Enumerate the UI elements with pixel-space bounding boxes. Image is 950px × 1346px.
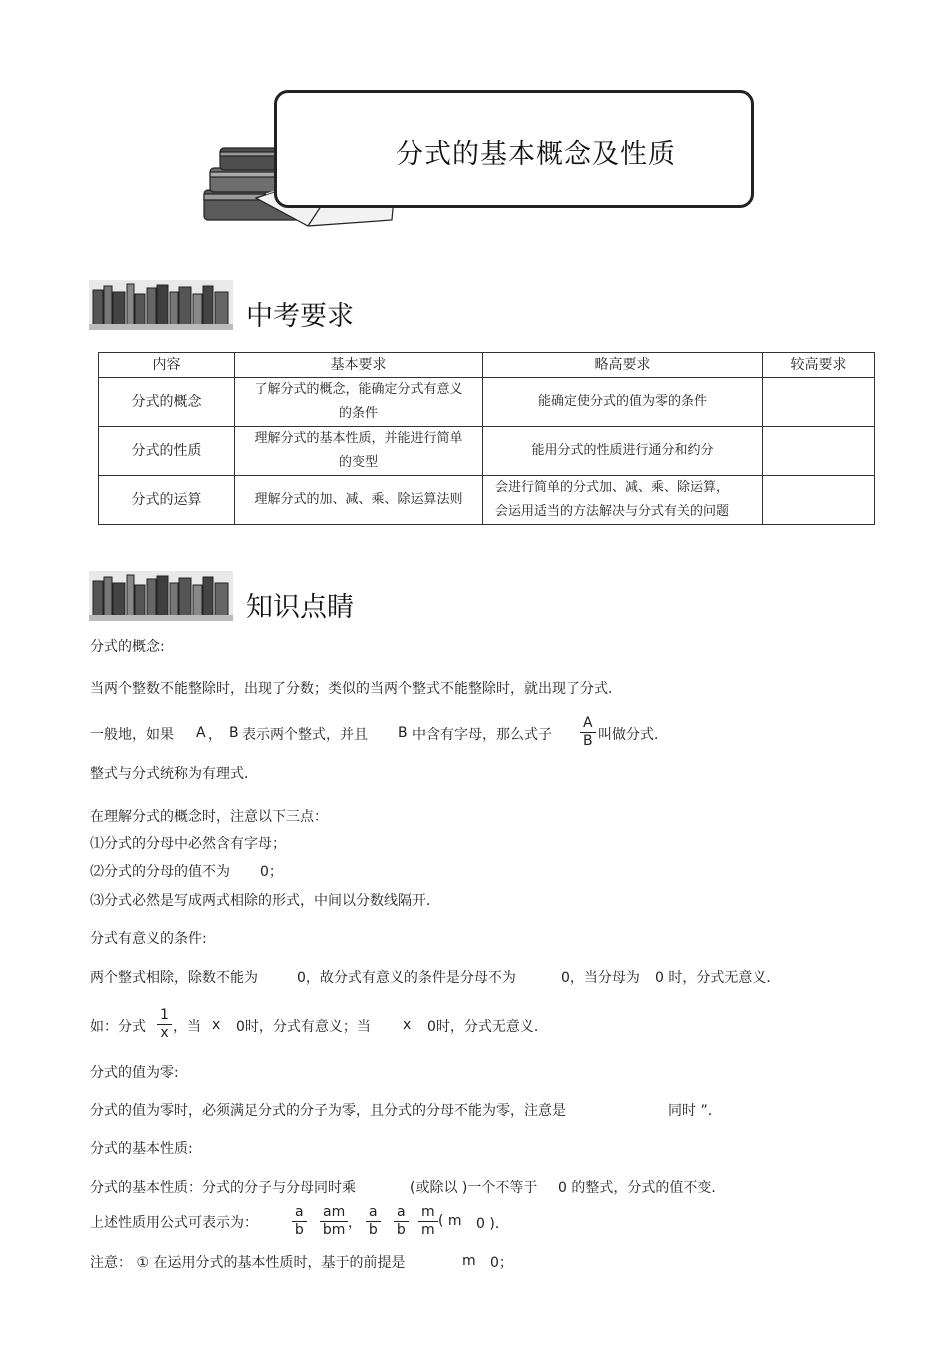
subheading-concept: 分式的概念: [90,639,165,655]
table-header: 略高要求 [483,353,763,378]
table-header: 内容 [99,353,235,378]
paragraph: 当两个整数不能整除时，出现了分数；类似的当两个整式不能整除时，就出现了分式． [90,681,622,697]
table-cell: 分式的运算 [99,476,235,525]
table-cell [763,427,875,476]
table-cell: 能用分式的性质进行通分和约分 [483,427,763,476]
fraction-a-over-b: $\frac{a}{b}$ [394,1204,409,1239]
paragraph: 叫做分式． [598,727,668,743]
bookshelf-icon [89,571,233,621]
paragraph: 两个整式相除，除数不能为 [90,970,258,986]
list-item: ⑶分式必然是写成两式相除的形式，中间以分数线隔开． [90,893,440,909]
fraction-a-over-b: $\frac{A}{B}$ [580,715,596,750]
table-cell: 分式的性质 [99,427,235,476]
paragraph: ， [208,727,222,743]
paragraph: 0时，分式有意义；当 [236,1019,371,1035]
table-cell: 理解分式的基本性质，并能进行简单 的变型 [235,427,483,476]
paragraph: 在理解分式的概念时，注意以下三点： [90,809,328,825]
table-header-row [99,353,875,378]
table-cell: 会进行简单的分式加、减、乘、除运算， 会运用适当的方法解决与分式有关的问题 [483,476,763,525]
bookshelf-icon [89,280,233,330]
fraction-a-over-b: $\frac{a}{b}$ [366,1204,381,1239]
math-var: m [462,1253,476,1269]
math-var: B [398,725,408,741]
paragraph: ，当 [173,1019,201,1035]
subheading-property: 分式的基本性质: [90,1141,193,1157]
table-row [99,427,875,476]
paragraph: 0 时，分式无意义． [655,970,781,986]
fraction-am-over-bm: $\frac{am}{bm}$ [320,1204,348,1239]
section-title-knowledge: 知识点睛 [246,592,354,623]
table-header: 较高要求 [763,353,875,378]
table-row [99,476,875,525]
paragraph: 0时，分式无意义． [427,1019,548,1035]
paragraph: 一般地，如果 [90,727,174,743]
fraction-m-over-m: $\frac{m}{m}$ [418,1204,438,1239]
list-item: ⑴分式的分母中必然含有字母； [90,836,286,852]
table-cell: 能确定使分式的值为零的条件 [483,378,763,427]
paragraph: (或除以 )一个不等于 [410,1180,538,1196]
table-cell [763,378,875,427]
paragraph: 表示两个整式，并且 [242,727,368,743]
math-var: B [229,725,239,741]
subheading-zero: 分式的值为零: [90,1065,179,1081]
comma: ， [348,1215,362,1231]
paragraph: 同时 ”． [668,1103,722,1119]
paragraph: 0 的整式，分式的值不变． [558,1180,726,1196]
list-item: ⑵分式的分母的值不为 [90,864,230,880]
table-cell: 理解分式的加、减、乘、除运算法则 [235,476,483,525]
requirements-table [98,352,875,525]
paragraph: 中含有字母，那么式子 [412,727,552,743]
note: 注意： ① 在运用分式的基本性质时，基于的前提是 [90,1255,406,1271]
page-title: 分式的基本概念及性质 [396,139,676,170]
paragraph: 0 )． [476,1216,509,1232]
paragraph: 分式的基本性质：分式的分子与分母同时乘 [90,1180,356,1196]
fraction-1-over-x: $\frac{1}{x}$ [157,1007,172,1042]
section-title-requirements: 中考要求 [246,301,354,332]
paragraph: 整式与分式统称为有理式． [90,766,258,782]
fraction-a-over-b: $\frac{a}{b}$ [292,1204,307,1239]
subheading-meaning: 分式有意义的条件: [90,931,207,947]
paragraph: 分式的值为零时，必须满足分式的分子为零，且分式的分母不能为零，注意是 [90,1103,566,1119]
paragraph: 如：分式 [90,1019,146,1035]
math-var: x [403,1017,412,1033]
table-header: 基本要求 [235,353,483,378]
note: 0； [490,1255,513,1271]
paragraph: ( m [438,1213,462,1229]
table-cell: 分式的概念 [99,378,235,427]
paragraph: 0，故分式有意义的条件是分母不为 [297,970,516,986]
table-cell [763,476,875,525]
table-cell: 了解分式的概念，能确定分式有意义 的条件 [235,378,483,427]
paragraph: 0，当分母为 [561,970,640,986]
paragraph: 上述性质用公式可表示为： [90,1215,258,1231]
math-var: x [212,1017,221,1033]
math-var: A [196,725,206,741]
table-row [99,378,875,427]
list-item: 0； [260,864,283,880]
